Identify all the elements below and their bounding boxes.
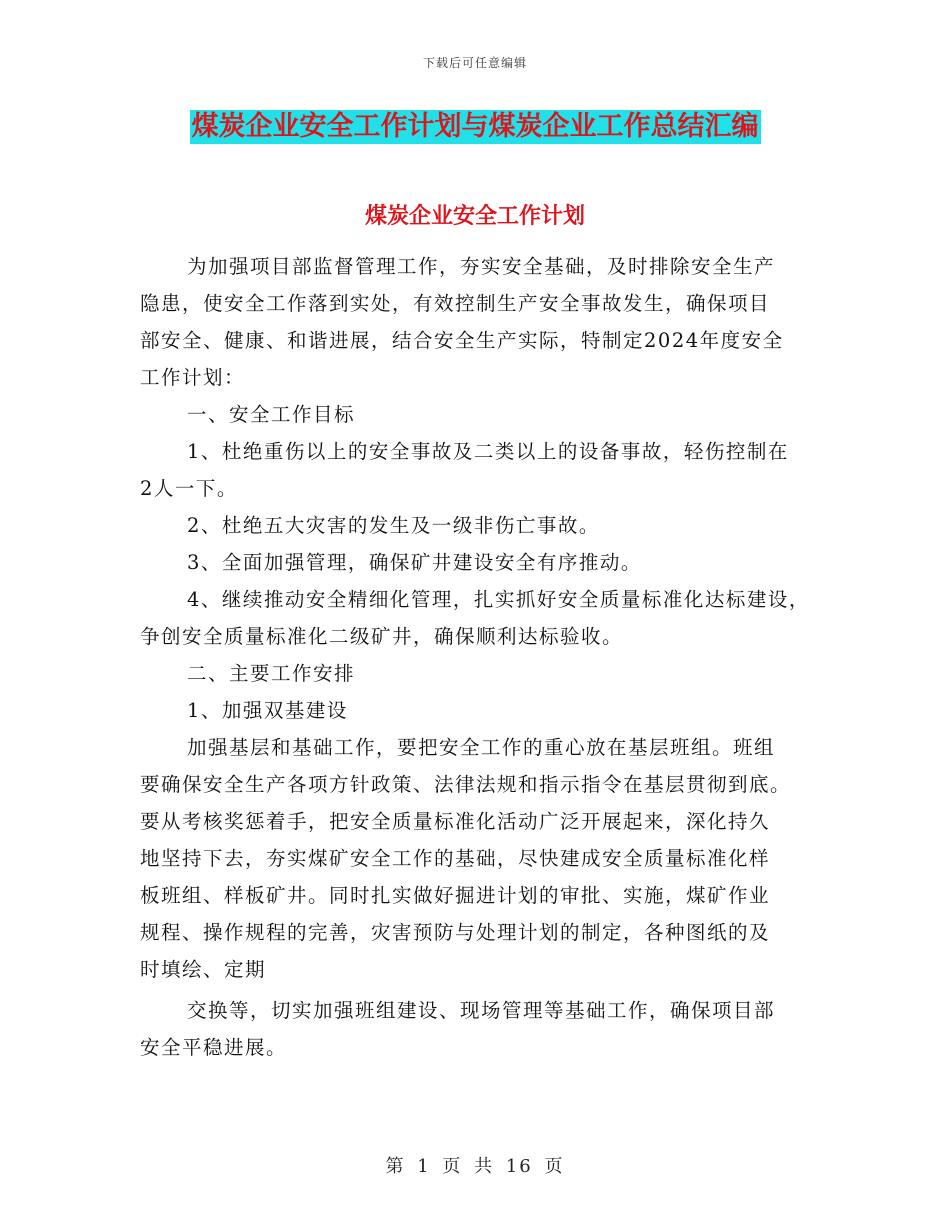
paragraph-line: 隐患，使安全工作落到实处，有效控制生产安全事故发生，确保项目 <box>140 292 771 315</box>
heading-line: 一、安全工作目标 <box>187 403 356 426</box>
paragraph-line: 为加强项目部监督管理工作，夯实安全基础，及时排除安全生产 <box>187 255 776 278</box>
paragraph-line: 3、全面加强管理，确保矿井建设安全有序推动。 <box>187 551 642 574</box>
paragraph-line: 加强基层和基础工作，要把安全工作的重心放在基层班组。班组 <box>187 736 776 759</box>
paragraph-line: 工作计划： <box>140 366 246 389</box>
paragraph-line: 1、杜绝重伤以上的安全事故及二类以上的设备事故，轻伤控制在 <box>187 440 789 463</box>
heading-line: 1、加强双基建设 <box>187 699 348 722</box>
main-title-wrap <box>0 110 950 144</box>
paragraph-line: 2人一下。 <box>140 477 238 500</box>
heading-line: 二、主要工作安排 <box>187 662 356 685</box>
document-title: 煤炭企业安全工作计划与煤炭企业工作总结汇编 <box>191 111 759 142</box>
body-text <box>140 248 812 1066</box>
paragraph-line: 争创安全质量标准化二级矿井，确保顺利达标验收。 <box>140 625 624 648</box>
paragraph-line: 规程、操作规程的完善，灾害预防与处理计划的制定，各种图纸的及 <box>140 921 771 944</box>
paragraph-line: 时填绘、定期 <box>140 958 267 981</box>
header-note: 下载后可任意编辑 <box>422 56 527 70</box>
paragraph-line: 4、继续推动安全精细化管理，扎实抓好安全质量标准化达标建设， <box>187 588 810 611</box>
paragraph-line: 板班组、样板矿井。同时扎实做好掘进计划的审批、实施，煤矿作业 <box>140 884 771 907</box>
paragraph-line: 要从考核奖惩着手，把安全质量标准化活动广泛开展起来，深化持久 <box>140 810 771 833</box>
page-footer: 第 1 页 共 16 页 <box>385 1156 565 1177</box>
section-title: 煤炭企业安全工作计划 <box>364 204 585 229</box>
paragraph-line: 2、杜绝五大灾害的发生及一级非伤亡事故。 <box>187 514 600 537</box>
paragraph-line: 地坚持下去，夯实煤矿安全工作的基础，尽快建成安全质量标准化样 <box>140 847 771 870</box>
paragraph-line: 要确保安全生产各项方针政策、法律法规和指示指令在基层贯彻到底。 <box>140 773 792 796</box>
paragraph-line: 交换等，切实加强班组建设、现场管理等基础工作，确保项目部 <box>187 999 776 1022</box>
paragraph-line: 安全平稳进展。 <box>140 1036 288 1059</box>
paragraph-line: 部安全、健康、和谐进展，结合安全生产实际，特制定2024年度安全 <box>140 329 784 352</box>
